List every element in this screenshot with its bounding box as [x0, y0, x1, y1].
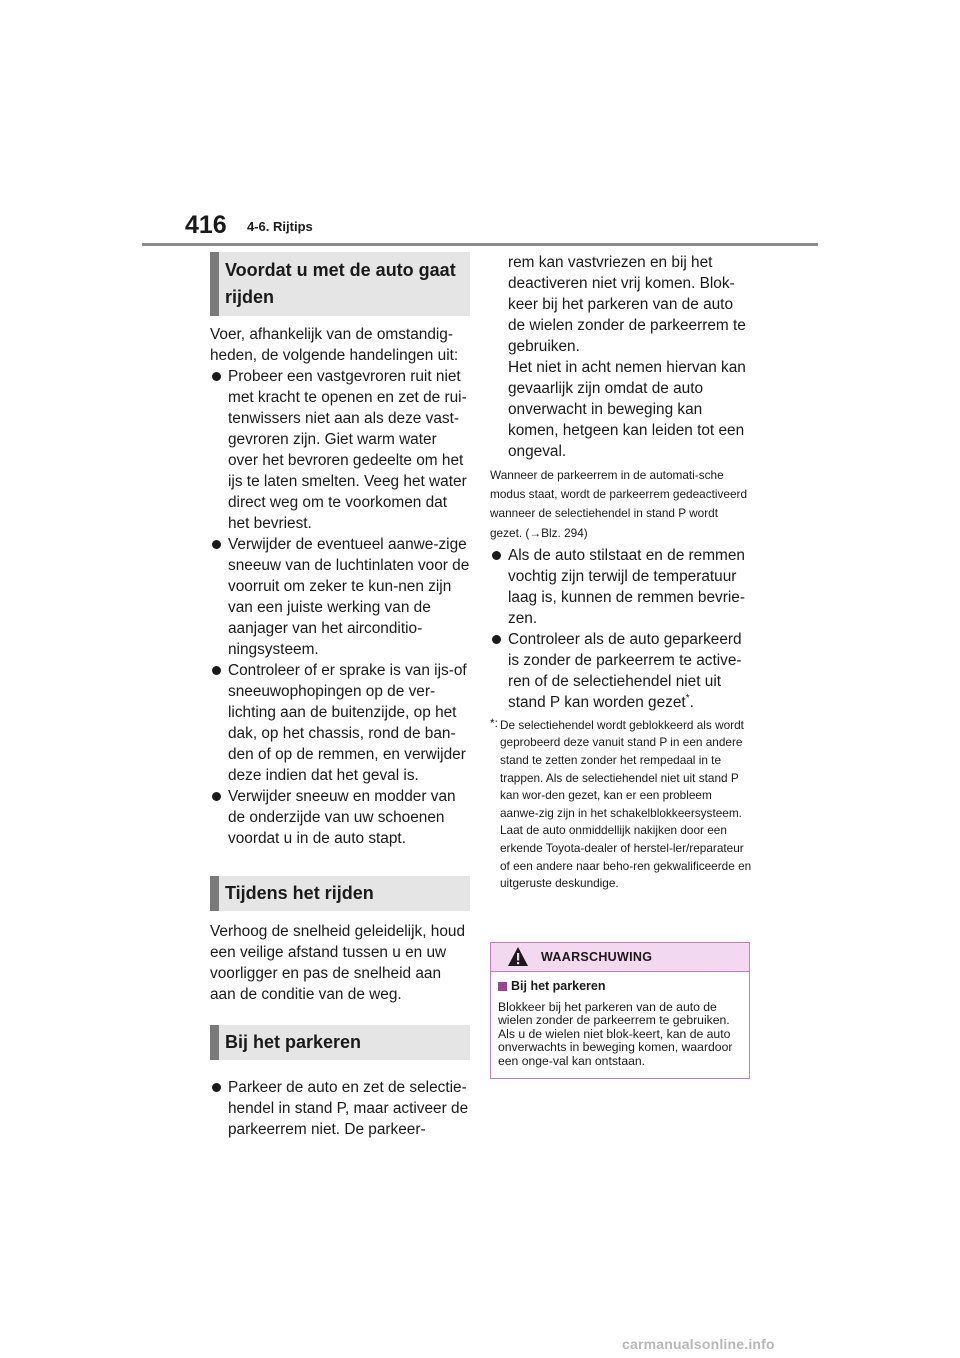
bullet-list-brakes: [490, 545, 752, 713]
list-item: Verwijder de eventueel aanwe-zige sneeuw van de luchtinlaten voor de voorruit om zeker te kun-nen zijn van een juiste werking van de aanjager van het airconditio-ningsysteem.: [210, 534, 470, 660]
list-item: Controleer of er sprake is van ijs-of sneeuwophopingen op de ver-lichting aan de buitenzijde, op het dak, op het chassis, rond de ban-den of op de remmen, en verwijder deze indien dat het geval is.: [210, 660, 470, 786]
parking-consequence: Het niet in acht nemen hiervan kan gevaarlijk zijn omdat de auto onverwacht in beweging kan komen, hetgeen kan leiden tot een ongeval.: [508, 359, 746, 460]
parking-continuation: rem kan vastvriezen en bij het deactiveren niet vrij komen. Blok-keer bij het parkeren van de auto de wielen zonder de parkeerrem te gebruiken.: [508, 254, 746, 355]
footnote-marker: *: [685, 692, 690, 704]
watermark: carmanualsonline.info: [622, 1336, 775, 1352]
square-bullet-icon: [498, 982, 507, 991]
list-item: Controleer als de auto geparkeerd is zonder de parkeerrem te active-ren of de selectiehendel niet uit stand P kan worden gezet*.: [490, 629, 752, 713]
footnote-text: De selectiehendel wordt geblokkeerd als wordt geprobeerd deze vanuit stand P in een andere stand te zetten zonder het rempedaal in te trappen. Als de selectiehendel niet uit stand P kan wor-den gezet, kan er een probleem aanwe-zig zijn in het schakelblokkeersysteem. Laat de auto onmiddellijk nakijken door een erkende Toyota-dealer of herstel-ler/reparateur of een andere naar beho-ren gekwalificeerde en uitgeruste deskundige.: [500, 717, 752, 891]
page-number: 416: [185, 211, 227, 239]
list-item: Verwijder sneeuw en modder van de onderzijde van uw schoenen voordat u in de auto stapt.: [210, 786, 470, 849]
bullet-list-parking: [210, 1077, 470, 1140]
warning-header: [491, 943, 749, 972]
intro-text: Voer, afhankelijk van de omstandig-heden, de volgende handelingen uit:: [210, 326, 459, 364]
list-item-text: Controleer als de auto geparkeerd is zonder de parkeerrem te active-ren of de selectiehendel niet uit stand P kan worden gezet: [508, 630, 742, 711]
footnote: [490, 717, 752, 893]
bullet-list-before-driving: [210, 366, 470, 849]
header-divider: [142, 243, 818, 246]
list-item: Als de auto stilstaat en de remmen vochtig zijn terwijl de temperatuur laag is, kunnen de remmen bevrie-zen.: [490, 545, 752, 629]
warning-triangle-icon: [507, 946, 529, 968]
warning-title: WAARSCHUWING: [541, 950, 653, 964]
list-item: Parkeer de auto en zet de selectie-hendel in stand P, maar activeer de parkeerrem niet. De parkeer-: [210, 1077, 470, 1140]
left-column: [210, 252, 470, 1140]
warning-subheading: [498, 978, 741, 994]
warning-body: [491, 972, 749, 1078]
list-item: Probeer een vastgevroren ruit niet met kracht te openen en zet de rui-tenwissers niet aan als deze vast-gevroren zijn. Giet warm water over het bevroren gedeelte om het ijs te laten smelten. Veeg het water direct weg om te voorkomen dat het bevriest.: [210, 366, 470, 534]
warning-text: Blokkeer bij het parkeren van de auto de wielen zonder de parkeerrem te gebruiken. Als u de wielen niet blok-keert, kan de auto onverwachts in beweging komen, waardoor een onge-val kan ontstaan.: [498, 1000, 733, 1068]
right-column: [490, 252, 752, 893]
section-title: 4-6. Rijtips: [247, 219, 313, 234]
warning-subheading-text: Bij het parkeren: [511, 979, 606, 993]
heading-before-driving: Voordat u met de auto gaat rijden: [210, 252, 470, 316]
heading-driving: Tijdens het rijden: [210, 876, 470, 911]
driving-text: Verhoog de snelheid geleidelijk, houd een veilige afstand tussen u en uw voorligger en pas de snelheid aan aan de conditie van de weg.: [210, 923, 465, 1003]
footnote-prefix: *:: [490, 715, 498, 730]
warning-box: [490, 942, 750, 1079]
heading-parking: Bij het parkeren: [210, 1025, 470, 1060]
parking-brake-note: Wanneer de parkeerrem in de automati-sche modus staat, wordt de parkeerrem gedeactiveerd wanneer de selectiehendel in stand P wordt gezet. (→Blz. 294): [490, 468, 748, 540]
